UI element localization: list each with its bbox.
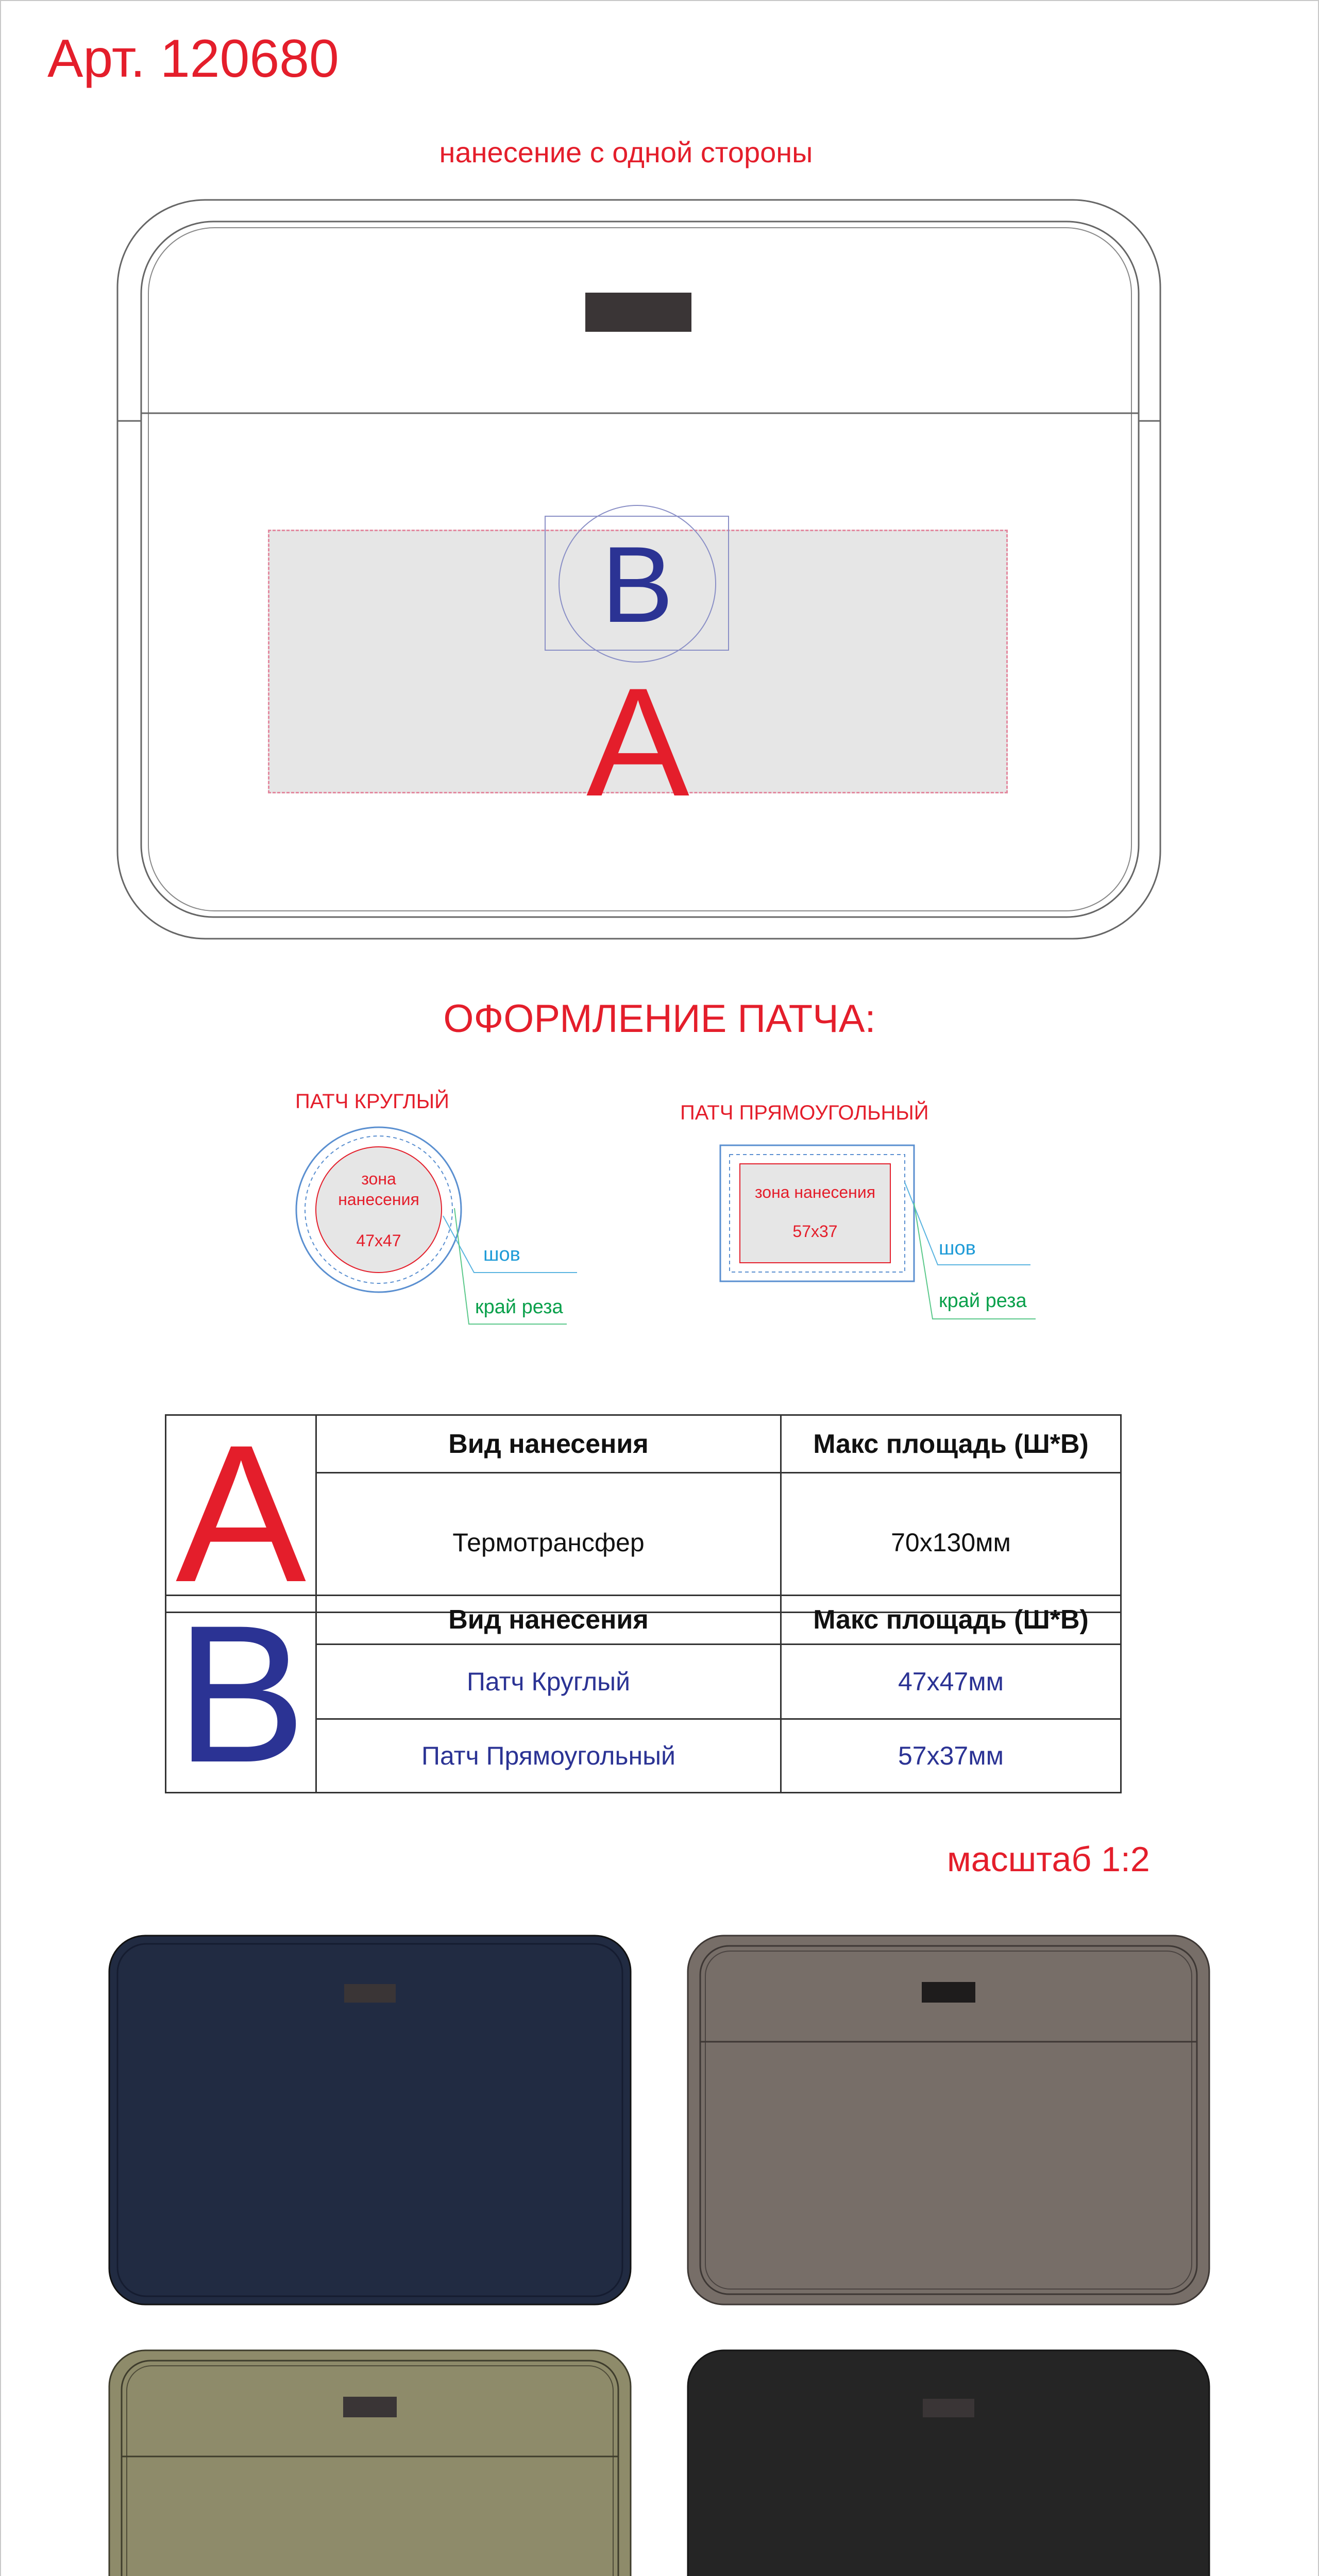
patch-rect-title: ПАТЧ ПРЯМОУГОЛЬНЫЙ xyxy=(680,1101,929,1124)
cut-label-round: край реза xyxy=(475,1296,563,1318)
patch-round-title: ПАТЧ КРУГЛЫЙ xyxy=(295,1090,449,1113)
cut-label-rect: край реза xyxy=(939,1290,1027,1312)
table-b-method-cell: Патч Прямоугольный xyxy=(316,1719,781,1793)
color-swatch-black xyxy=(687,2349,1210,2576)
rect-zone-text: зона нанесения xyxy=(754,1183,876,1201)
zone-a-letter: A xyxy=(586,655,690,828)
table-b-letter: B xyxy=(175,1584,307,1803)
table-a-area-cell: 70х130мм xyxy=(781,1473,1121,1613)
table-a-header-method: Вид нанесения xyxy=(316,1415,781,1473)
table-b-header-area: Макс площадь (Ш*В) xyxy=(781,1596,1121,1645)
spec-table-b xyxy=(165,1584,1122,1803)
seam-label-rect: шов xyxy=(939,1238,976,1259)
zipper-tab xyxy=(585,293,691,332)
table-b-area-cell: 57х37мм xyxy=(781,1719,1121,1793)
table-a-header-row xyxy=(166,1415,1121,1473)
spec-table-a xyxy=(165,1404,1122,1623)
round-zone-line2: нанесения xyxy=(338,1190,419,1209)
print-side-note: нанесение с одной стороны xyxy=(439,136,813,168)
patch-heading: ОФОРМЛЕНИЕ ПАТЧА: xyxy=(443,997,876,1041)
table-b-header-method: Вид нанесения xyxy=(316,1596,781,1645)
zone-b-letter: B xyxy=(601,524,674,645)
table-a-header-area: Макс площадь (Ш*В) xyxy=(781,1415,1121,1473)
color-swatch-grey xyxy=(687,1935,1210,2306)
rect-zone-size: 57х37 xyxy=(792,1222,838,1241)
table-b-area-cell: 47х47мм xyxy=(781,1644,1121,1719)
round-zone-line1: зона xyxy=(361,1170,396,1188)
table-a-method-cell: Термотрансфер xyxy=(316,1473,781,1613)
seam-label-round: шов xyxy=(483,1244,520,1265)
round-patch-zone xyxy=(316,1147,442,1273)
article-title: Арт. 120680 xyxy=(47,29,339,89)
table-b-letter-cell xyxy=(166,1584,316,1803)
color-swatch-olive xyxy=(108,2349,632,2576)
table-a-letter: A xyxy=(175,1404,307,1623)
scale-label: масштаб 1:2 xyxy=(947,1840,1150,1879)
table-b-header-row xyxy=(166,1596,1121,1645)
table-a-letter-cell xyxy=(166,1404,316,1623)
table-b-method-cell: Патч Круглый xyxy=(316,1644,781,1719)
rect-patch-zone xyxy=(740,1164,890,1263)
color-swatch-navy xyxy=(108,1935,632,2306)
round-zone-size: 47х47 xyxy=(356,1231,401,1250)
